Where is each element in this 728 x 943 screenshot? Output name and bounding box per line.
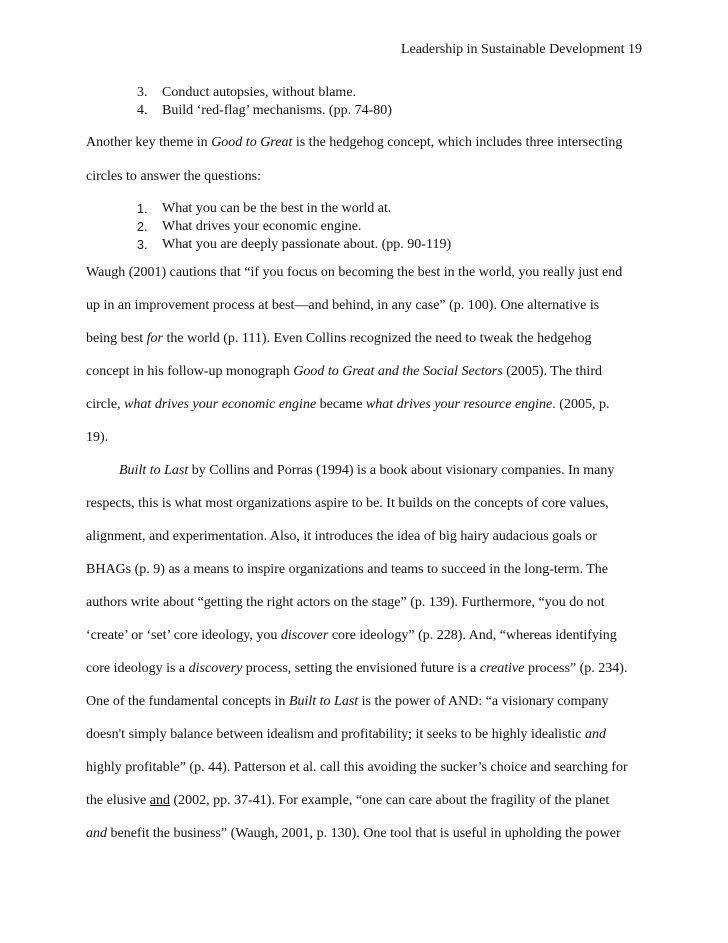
list-text: What drives your economic engine.: [162, 219, 362, 234]
paragraph-line: circle, what drives your economic engine became what drives your resource engine. (2005, p.: [86, 397, 610, 412]
paragraph-line: 19).: [86, 430, 109, 445]
list-text: Build ‘red-flag’ mechanisms. (pp. 74-80): [162, 103, 392, 118]
paragraph-line: respects, this is what most organizations aspire to be. It builds on the concepts of core values,: [86, 496, 609, 511]
list-number: 2.: [137, 220, 148, 234]
paragraph-line: concept in his follow-up monograph Good to Great and the Social Sectors (2005). The third: [86, 364, 602, 379]
paragraph-line: Built to Last by Collins and Porras (1994) is a book about visionary companies. In many: [119, 463, 615, 478]
paragraph-line: BHAGs (p. 9) as a means to inspire organizations and teams to succeed in the long-term. The: [86, 562, 609, 577]
list-text: What you can be the best in the world at.: [162, 201, 392, 216]
paragraph-line: alignment, and experimentation. Also, it introduces the idea of big hairy audacious goals or: [86, 529, 597, 544]
list-number: 3.: [137, 238, 148, 252]
paragraph-line: circles to answer the questions:: [86, 169, 261, 184]
list-text: What you are deeply passionate about. (pp. 90-119): [162, 237, 452, 252]
list-text: Conduct autopsies, without blame.: [162, 85, 357, 100]
list-number: 3.: [137, 85, 148, 100]
paragraph-line: One of the fundamental concepts in Built to Last is the power of AND: “a visionary company: [86, 694, 609, 709]
paragraph-line: core ideology is a discovery process, setting the envisioned future is a creative process” (p. 234).: [86, 661, 628, 676]
paragraph-line: doesn't simply balance between idealism and profitability; it seeks to be highly idealistic and: [86, 727, 607, 742]
paragraph-line: Another key theme in Good to Great is the hedgehog concept, which includes three intersecting: [86, 135, 623, 150]
paragraph-line: up in an improvement process at best—and behind, in any case” (p. 100). One alternative is: [86, 298, 600, 313]
paragraph-line: and benefit the business” (Waugh, 2001, p. 130). One tool that is useful in upholding the power: [86, 826, 621, 841]
list-number: 1.: [137, 202, 148, 216]
list-number: 4.: [137, 103, 148, 118]
paragraph-line: the elusive and (2002, pp. 37-41). For example, “one can care about the fragility of the planet: [86, 793, 610, 808]
paragraph-line: ‘create’ or ‘set’ core ideology, you discover core ideology” (p. 228). And, “whereas identifying: [86, 628, 617, 643]
paragraph-line: authors write about “getting the right actors on the stage” (p. 139). Furthermore, “you do not: [86, 595, 605, 610]
paragraph-line: Waugh (2001) cautions that “if you focus on becoming the best in the world, you really just end: [86, 265, 623, 280]
paragraph-line: highly profitable” (p. 44). Patterson et al. call this avoiding the sucker’s choice and searching for: [86, 760, 628, 775]
running-head: Leadership in Sustainable Development 19: [400, 42, 642, 57]
paragraph-line: being best for the world (p. 111). Even Collins recognized the need to tweak the hedgehog: [86, 331, 592, 346]
